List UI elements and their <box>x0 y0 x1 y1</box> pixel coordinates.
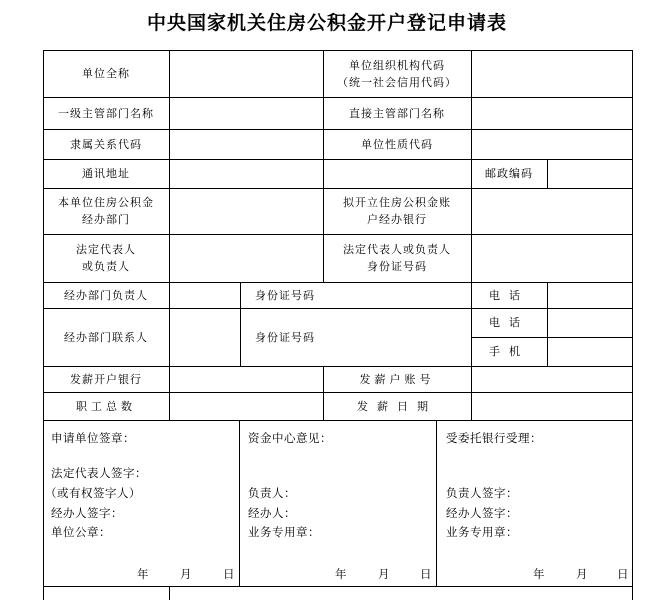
dept-head-label: 经办部门负责人 <box>64 288 148 302</box>
legal-rep-label <box>43 234 169 282</box>
postcode-label: 邮政编码 <box>485 167 533 180</box>
bank-sign-line: 业务专用章： <box>446 525 518 539</box>
payroll-bank-field[interactable] <box>170 367 323 392</box>
bank-label <box>323 188 471 234</box>
applicant-date-day: 日 <box>223 567 235 581</box>
legal-id-field[interactable] <box>472 235 632 282</box>
payroll-account-label: 发薪户账号 <box>359 372 435 386</box>
total-staff-label: 职工总数 <box>76 399 136 413</box>
payroll-account-field[interactable] <box>472 367 632 392</box>
dept-head-field[interactable] <box>170 283 240 308</box>
legal-rep-label-line1: 法定代表人 <box>76 243 136 256</box>
direct-dept-field[interactable] <box>472 98 632 129</box>
dept-contact-phone-field[interactable] <box>548 309 632 337</box>
dept-contact-mobile-label: 手机 <box>489 345 529 358</box>
bank-sign-line: 经办人签字： <box>446 506 518 520</box>
bank-date-year: 年 <box>533 567 545 581</box>
applicant-sign-line: 经办人签字： <box>51 506 123 520</box>
center-date-day: 日 <box>420 567 432 581</box>
legal-id-label-line2: 身份证号码 <box>367 260 427 273</box>
applicant-date-month: 月 <box>180 567 192 581</box>
dept-contact-phone-label: 电话 <box>489 316 529 329</box>
bank-accept-heading: 受委托银行受理： <box>446 431 542 445</box>
bank-date-day: 日 <box>617 567 629 581</box>
dept-contact-field[interactable] <box>170 309 240 366</box>
applicant-date-year: 年 <box>137 567 149 581</box>
dept-head-id-field[interactable] <box>331 283 471 308</box>
org-code-field[interactable] <box>472 51 632 97</box>
address-label: 通讯地址 <box>82 167 130 180</box>
dept-head-phone-field[interactable] <box>548 283 632 308</box>
total-staff-field[interactable] <box>170 393 323 420</box>
applicant-sign-heading: 申请单位签章： <box>51 431 135 445</box>
bank-label-line1: 拟开立住房公积金账 <box>343 196 451 209</box>
org-code-label <box>323 50 471 97</box>
affiliation-code-field[interactable] <box>170 130 323 159</box>
dept-head-phone-label: 电话 <box>489 288 529 302</box>
direct-dept-label: 直接主管部门名称 <box>349 106 445 120</box>
dept-name-field[interactable] <box>170 98 323 129</box>
application-form-table <box>43 50 633 600</box>
fund-dept-field[interactable] <box>170 189 323 234</box>
fund-dept-label <box>43 188 169 234</box>
payroll-bank-label: 发薪开户银行 <box>70 372 142 386</box>
legal-id-label-line1: 法定代表人或负责人 <box>343 243 451 256</box>
dept-name-label: 一级主管部门名称 <box>58 106 154 120</box>
legal-rep-field[interactable] <box>170 235 323 282</box>
address-field[interactable] <box>170 160 471 188</box>
affiliation-code-label: 隶属关系代码 <box>70 137 142 151</box>
unit-name-field[interactable] <box>170 51 323 97</box>
dept-contact-id-field[interactable] <box>331 309 471 366</box>
center-opinion-heading: 资金中心意见： <box>248 431 332 445</box>
bank-sign-line: 负责人签字： <box>446 486 518 500</box>
payroll-date-label: 发薪日期 <box>357 399 437 413</box>
org-code-label-line2: （统一社会信用代码） <box>337 75 457 89</box>
dept-contact-label: 经办部门联系人 <box>64 330 148 344</box>
org-code-label-line1: 单位组织机构代码 <box>349 58 445 72</box>
center-sign-line: 业务专用章： <box>248 525 320 539</box>
legal-id-label <box>323 234 471 282</box>
form-title: 中央国家机关住房公积金开户登记申请表 <box>146 12 507 34</box>
table-border-right <box>632 50 633 600</box>
bank-date-month: 月 <box>576 567 588 581</box>
bank-field[interactable] <box>472 189 632 234</box>
payroll-date-field[interactable] <box>472 393 632 420</box>
fund-dept-label-line1: 本单位住房公积金 <box>58 196 154 209</box>
col-divider <box>436 420 437 586</box>
dept-head-id-label: 身份证号码 <box>255 288 315 302</box>
center-sign-line: 负责人： <box>248 486 296 500</box>
legal-rep-label-line2: 或负责人 <box>82 260 130 273</box>
row-divider <box>43 420 633 421</box>
dept-contact-id-label: 身份证号码 <box>255 330 315 344</box>
applicant-sign-line: 法定代表人签字： <box>51 466 147 480</box>
row-divider <box>43 586 633 587</box>
applicant-sign-line: 单位公章： <box>51 525 111 539</box>
center-date-year: 年 <box>335 567 347 581</box>
unit-nature-code-field[interactable] <box>472 130 632 159</box>
bank-label-line2: 户经办银行 <box>367 213 427 226</box>
center-date-month: 月 <box>378 567 390 581</box>
postcode-field[interactable] <box>548 160 632 188</box>
col-divider <box>169 586 170 600</box>
unit-nature-code-label: 单位性质代码 <box>361 137 433 151</box>
applicant-sign-line: （或有权签字人） <box>45 486 141 500</box>
unit-name-label: 单位全称 <box>82 67 130 80</box>
center-sign-line: 经办人： <box>248 506 296 520</box>
fund-dept-label-line2: 经办部门 <box>82 213 130 226</box>
dept-contact-mobile-field[interactable] <box>548 338 632 366</box>
col-divider <box>239 420 240 586</box>
